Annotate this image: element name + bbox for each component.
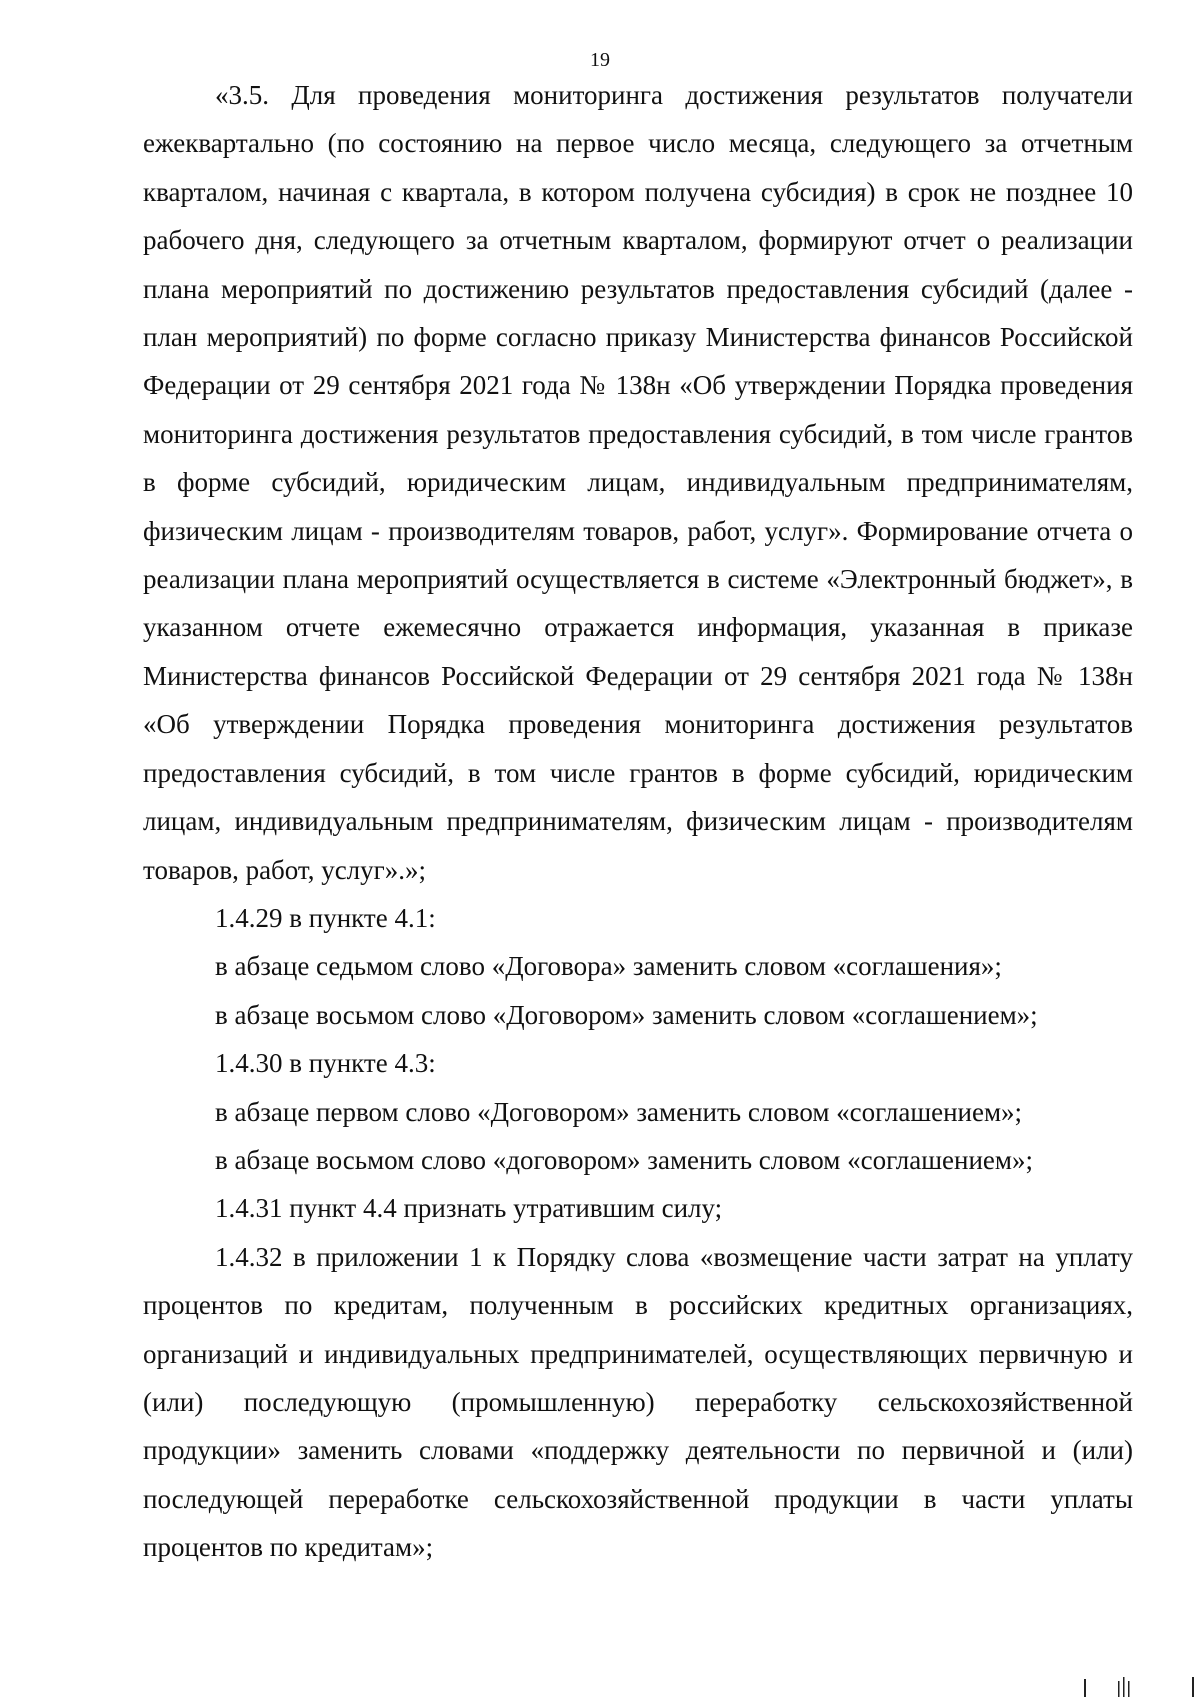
paragraph-abzac-perviy: в абзаце первом слово «Договором» заменить словом «соглашением»; [215,1096,1023,1127]
document-body [143,71,1133,1572]
paragraph-abzac-vosmoy-1: в абзаце восьмом слово «Договором» заменить словом «соглашением»; [215,999,1038,1030]
paragraph-1-4-32: 1.4.32 в приложении 1 к Порядку слова «возмещение части затрат на уплату процентов по кредитам, полученным в российских кредитных организациях, организаций и индивидуальных предпринимателей, осуществляющих первичную и (или) последующую (промышленную) переработку сельскохозяйственной продукции» заменить словами «поддержку деятельности по первичной и (или) последующей переработке сельскохозяйственной продукции в части уплаты процентов по кредитам»; [143,1241,1133,1563]
scan-edge-marks [1040,1677,1200,1697]
paragraph-3-5: «3.5. Для проведения мониторинга достижения результатов получатели ежеквартально (по состоянию на первое число месяца, следующего за отчетным кварталом, начиная с квартала, в котором получена субсидия) в срок не позднее 10 рабочего дня, следующего за отчетным кварталом, формируют отчет о реализации плана мероприятий по достижению результатов предоставления субсидий (далее - план мероприятий) по форме согласно приказу Министерства финансов Российской Федерации от 29 сентября 2021 года № 138н «Об утверждении Порядка проведения мониторинга достижения результатов предоставления субсидий, в том числе грантов в форме субсидий, юридическим лицам, индивидуальным предпринимателям, физическим лицам - производителям товаров, работ, услуг». Формирование отчета о реализации плана мероприятий осуществляется в системе «Электронный бюджет», в указанном отчете ежемесячно отражается информация, указанная в приказе Министерства финансов Российской Федерации от 29 сентября 2021 года № 138н «Об утверждении Порядка проведения мониторинга достижения результатов предоставления субсидий, в том числе грантов в форме субсидий, юридическим лицам, индивидуальным предпринимателям, физическим лицам - производителям товаров, работ, услуг».»; [143,80,1133,885]
paragraph-abzac-vosmoy-2: в абзаце восьмом слово «договором» заменить словом «соглашением»; [215,1144,1034,1175]
paragraph-1-4-30: 1.4.30 в пункте 4.3: [215,1048,436,1079]
paragraph-1-4-29: 1.4.29 в пункте 4.1: [215,902,436,933]
paragraph-1-4-31: 1.4.31 пункт 4.4 признать утратившим силу; [215,1193,723,1224]
page-number: 19 [590,49,610,71]
paragraph-abzac-sedmoy: в абзаце седьмом слово «Договора» заменить словом «соглашения»; [215,951,1002,982]
